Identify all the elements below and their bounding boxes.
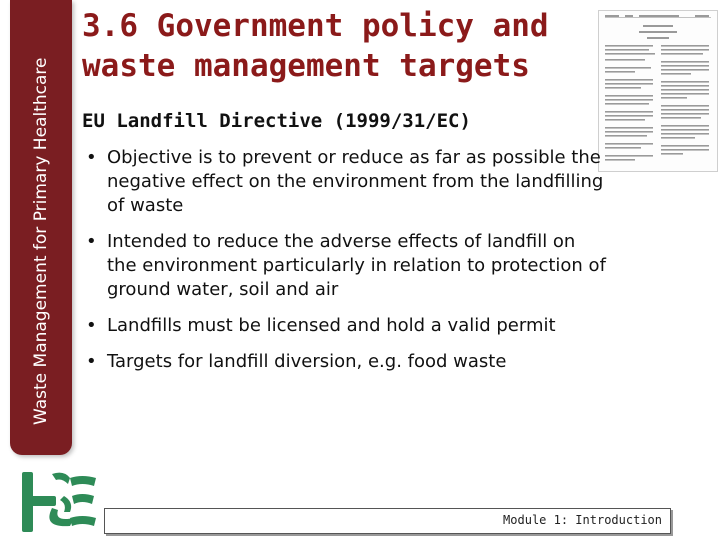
footer-module-label: Module 1: Introduction xyxy=(503,513,662,527)
bullet-item xyxy=(86,350,606,374)
section-subtitle: EU Landfill Directive (1999/31/EC) xyxy=(82,110,471,132)
bullet-icon: • xyxy=(86,147,97,168)
document-page-icon xyxy=(599,11,717,171)
bullet-icon: • xyxy=(86,315,97,336)
bullet-item xyxy=(86,314,606,338)
document-thumbnail-image xyxy=(598,10,718,172)
bullet-list xyxy=(86,146,606,386)
bullet-icon: • xyxy=(86,351,97,372)
hse-logo-icon xyxy=(12,466,102,536)
slide-title-line-2: waste management targets xyxy=(82,48,530,84)
footer-bar xyxy=(104,508,671,534)
bullet-item xyxy=(86,146,606,218)
bullet-text: Intended to reduce the adverse effects of landfill on the environment particularly in relation to protection of ground water, soil and air xyxy=(107,231,606,300)
bullet-text: Targets for landfill diversion, e.g. food waste xyxy=(107,351,507,372)
bullet-icon: • xyxy=(86,231,97,252)
slide-title-line-1: 3.6 Government policy and xyxy=(82,8,549,44)
slide-title xyxy=(82,6,602,86)
bullet-text: Objective is to prevent or reduce as far as possible the negative effect on the environment from the landfilling of waste xyxy=(107,147,604,216)
sidebar-title: Waste Management for Primary Healthcare xyxy=(31,57,51,425)
bullet-item xyxy=(86,230,606,302)
bullet-text: Landfills must be licensed and hold a valid permit xyxy=(107,315,556,336)
